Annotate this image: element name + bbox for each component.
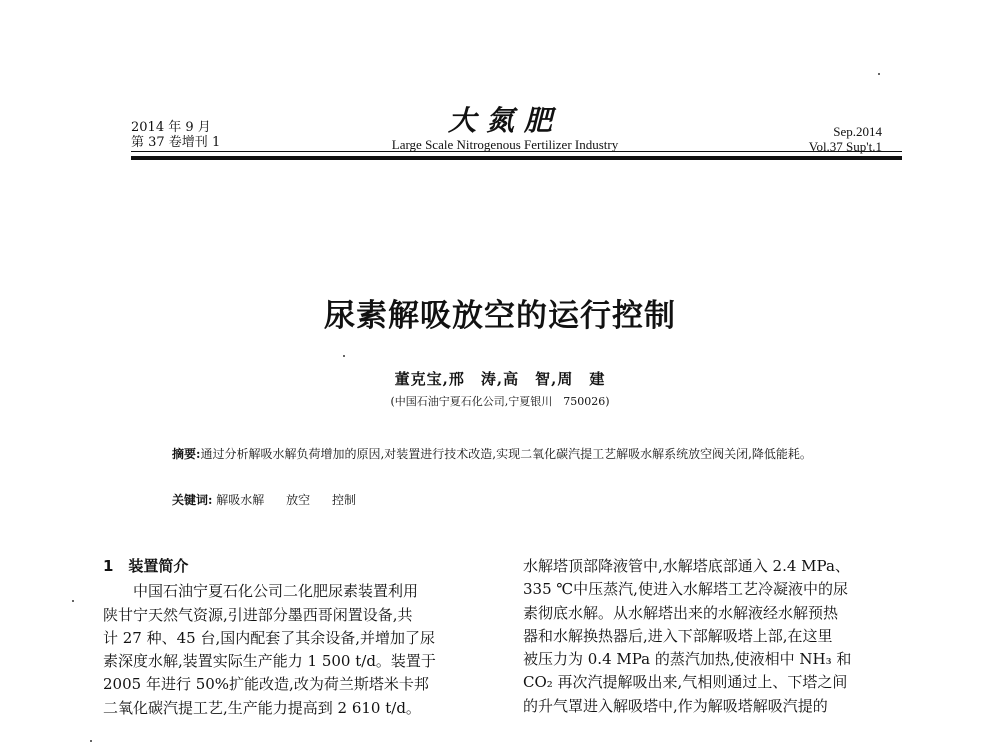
- keyword: 放空: [286, 493, 311, 507]
- article-title: 尿素解吸放空的运行控制: [324, 298, 676, 334]
- journal-logo: 大氮肥: [447, 104, 562, 137]
- body-line: CO₂ 再次汽提解吸出来,气相则通过上、下塔之间: [523, 673, 848, 692]
- body-line: 水解塔顶部降液管中,水解塔底部通入 2.4 MPa、: [523, 557, 850, 575]
- issue-date-en: Sep.2014: [833, 124, 882, 139]
- issue-volume-en: Vol.37 Sup't.1: [808, 139, 882, 154]
- article-authors: 董克宝,邢 涛,高 智,周 建: [394, 370, 606, 388]
- keyword: 解吸水解: [216, 493, 265, 507]
- body-line: 被压力为 0.4 MPa 的蒸汽加热,使液相中 NH₃ 和: [523, 650, 852, 669]
- body-column-left: [103, 555, 488, 720]
- header-left: [131, 120, 220, 150]
- scan-speck: [878, 73, 880, 75]
- keywords-label: 关键词:: [172, 493, 213, 507]
- journal-masthead: [340, 106, 670, 153]
- issue-volume-cn: 第 37 卷增刊 1: [131, 135, 221, 150]
- scan-speck: [343, 355, 345, 357]
- body-line: 素深度水解,装置实际生产能力 1 500 t/d。装置于: [103, 652, 436, 671]
- body-line: 中国石油宁夏石化公司二化肥尿素装置利用: [133, 582, 419, 601]
- section-heading: 1 装置简介: [103, 557, 189, 575]
- keywords: [172, 491, 374, 508]
- body-line: 器和水解换热器后,进入下部解吸塔上部,在这里: [523, 626, 833, 645]
- body-line: 素彻底水解。从水解塔出来的水解液经水解预热: [523, 603, 839, 622]
- header-rule-thick: [131, 156, 902, 160]
- body-column-right: [523, 555, 905, 718]
- body-line: 2005 年进行 50%扩能改造,改为荷兰斯塔米卡邦: [103, 675, 429, 694]
- body-line: 335 ℃中压蒸汽,使进入水解塔工艺冷凝液中的尿: [523, 580, 848, 599]
- issue-date-cn: 2014 年 9 月: [131, 120, 211, 135]
- body-line: 二氧化碳汽提工艺,生产能力提高到 2 610 t/d。: [103, 698, 421, 717]
- scan-speck: [90, 740, 92, 742]
- body-line: 陕甘宁天然气资源,引进部分墨西哥闲置设备,共: [103, 605, 413, 624]
- journal-name-en: Large Scale Nitrogenous Fertilizer Industry: [391, 137, 619, 152]
- header-right: [809, 124, 882, 154]
- scan-speck: [72, 600, 74, 602]
- header-rule-thin: [131, 151, 902, 152]
- abstract-text: 通过分析解吸水解负荷增加的原因,对装置进行技术改造,实现二氧化碳汽提工艺解吸水解系统放空阀关闭,降低能耗。: [200, 447, 812, 461]
- body-line: 计 27 种、45 台,国内配套了其余设备,并增加了尿: [103, 628, 436, 647]
- abstract: [140, 443, 880, 465]
- body-line: 的升气罩进入解吸塔中,作为解吸塔解吸汽提的: [523, 696, 828, 715]
- abstract-label: 摘要:: [172, 447, 201, 461]
- author-affiliation: (中国石油宁夏石化公司,宁夏银川 750026): [390, 395, 610, 408]
- keyword: 控制: [331, 493, 356, 507]
